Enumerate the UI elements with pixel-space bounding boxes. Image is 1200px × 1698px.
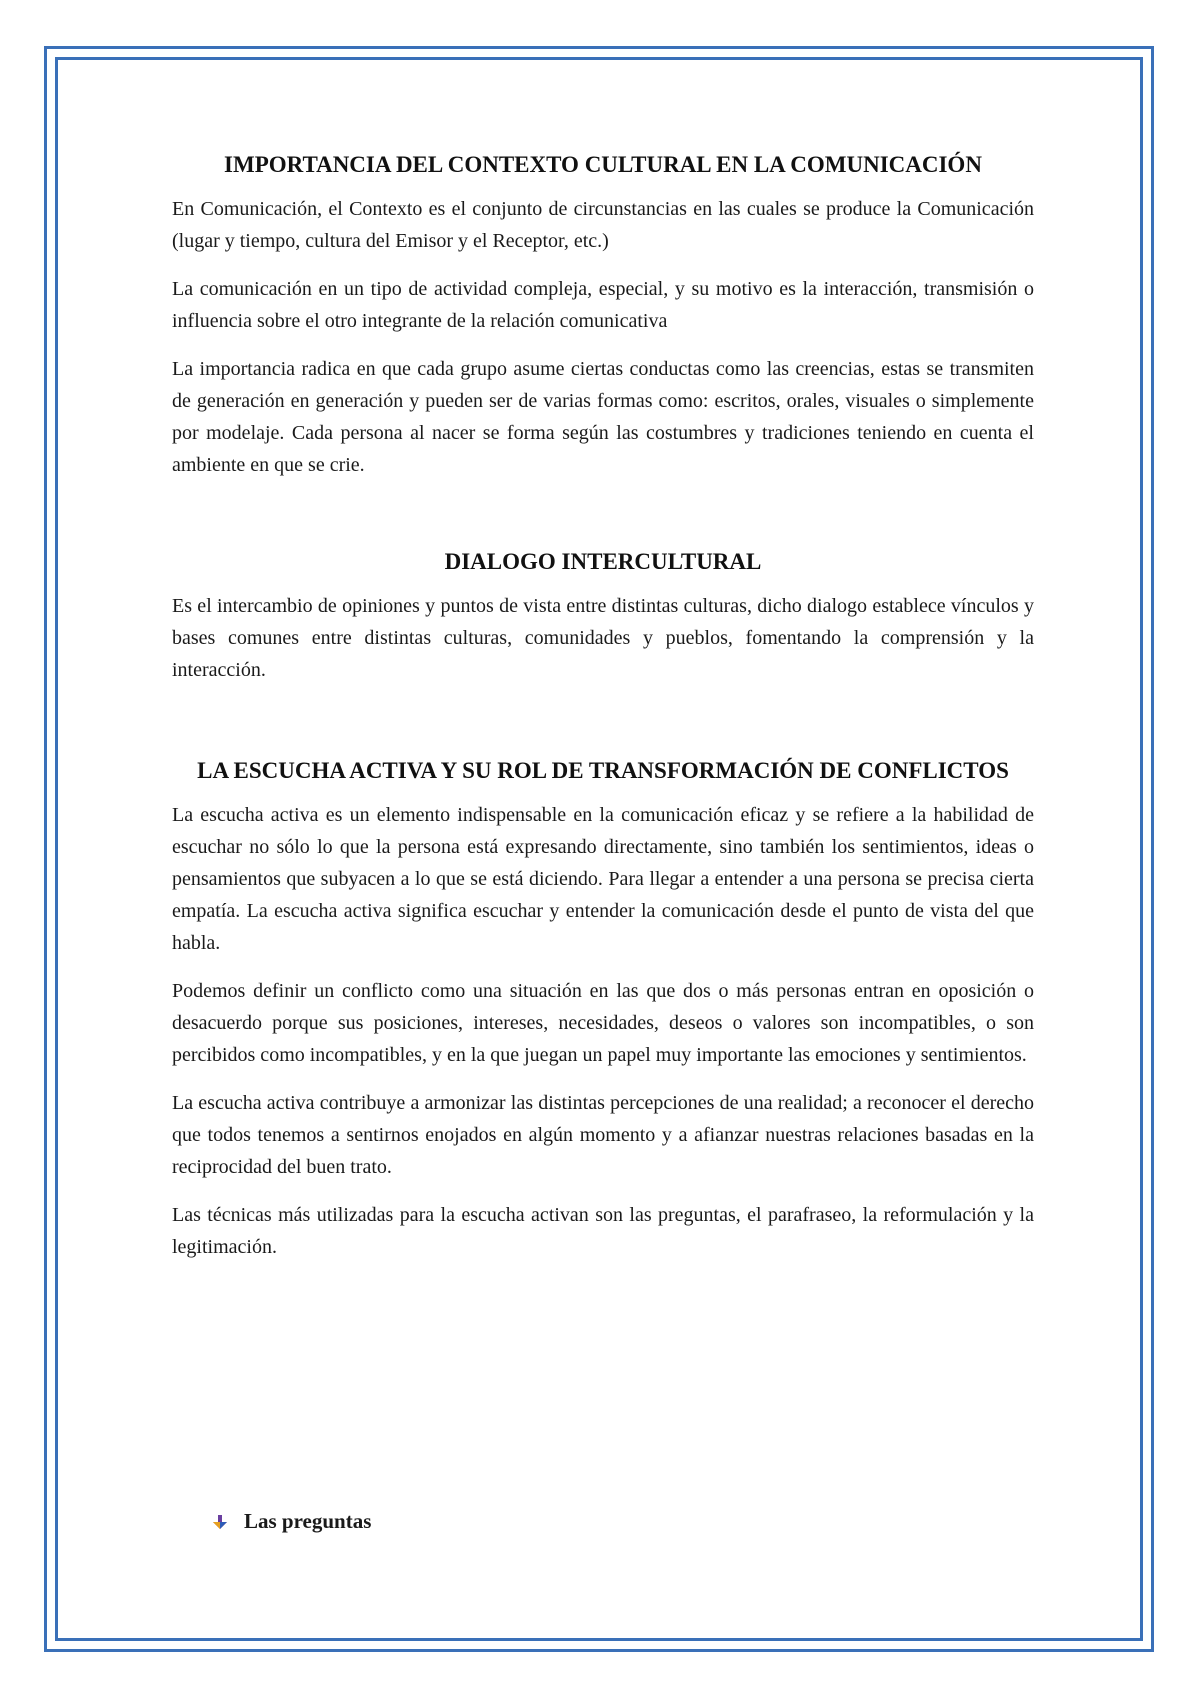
- paragraph: La comunicación en un tipo de actividad compleja, especial, y su motivo es la interacción, transmisión o influencia sobre el otro integrante de la relación comunicativa: [172, 278, 1034, 332]
- section-title-escucha-activa: LA ESCUCHA ACTIVA Y SU ROL DE TRANSFORMACIÓN DE CONFLICTOS: [197, 758, 1009, 783]
- paragraph: La escucha activa es un elemento indispensable en la comunicación eficaz y se refiere a la habilidad de escuchar no sólo lo que la persona está expresando directamente, sino también los sentimientos, ideas o pensamientos que subyacen a lo que se está diciendo. Para llegar a entender a una persona se precisa cierta empatía. La escucha activa significa escuchar y entender la comunicación desde el punto de vista del que habla.: [172, 804, 1034, 954]
- section-title-dialogo-intercultural: DIALOGO INTERCULTURAL: [444, 549, 762, 574]
- paragraph: Podemos definir un conflicto como una situación en las que dos o más personas entran en oposición o desacuerdo porque sus posiciones, intereses, necesidades, deseos o valores son incompatibles, o son percibidos como incompatibles, y en la que juegan un papel muy importante las emociones y sentimientos.: [172, 980, 1034, 1066]
- paragraph: Es el intercambio de opiniones y puntos de vista entre distintas culturas, dicho dialogo establece vínculos y bases comunes entre distintas culturas, comunidades y pueblos, fomentando la comprensión y la interacción.: [172, 595, 1034, 681]
- paragraph: En Comunicación, el Contexto es el conjunto de circunstancias en las cuales se produce la Comunicación (lugar y tiempo, cultura del Emisor y el Receptor, etc.): [172, 198, 1034, 252]
- bullet-label: Las preguntas: [244, 1509, 372, 1533]
- paragraph: Las técnicas más utilizadas para la escucha activan son las preguntas, el parafraseo, la reformulación y la legitimación.: [172, 1204, 1034, 1258]
- bullet-item: [212, 1509, 371, 1534]
- down-arrow-bullet-icon: [212, 1514, 228, 1530]
- document-body: [172, 140, 1034, 1279]
- section-title-contexto-cultural: IMPORTANCIA DEL CONTEXTO CULTURAL EN LA COMUNICACIÓN: [224, 152, 982, 177]
- paragraph: La escucha activa contribuye a armonizar las distintas percepciones de una realidad; a reconocer el derecho que todos tenemos a sentirnos enojados en algún momento y a afianzar nuestras relaciones basadas en la reciprocidad del buen trato.: [172, 1092, 1034, 1178]
- paragraph: La importancia radica en que cada grupo asume ciertas conductas como las creencias, estas se transmiten de generación en generación y pueden ser de varias formas como: escritos, orales, visuales o simplemente por modelaje. Cada persona al nacer se forma según las costumbres y tradiciones teniendo en cuenta el ambiente en que se crie.: [172, 358, 1034, 476]
